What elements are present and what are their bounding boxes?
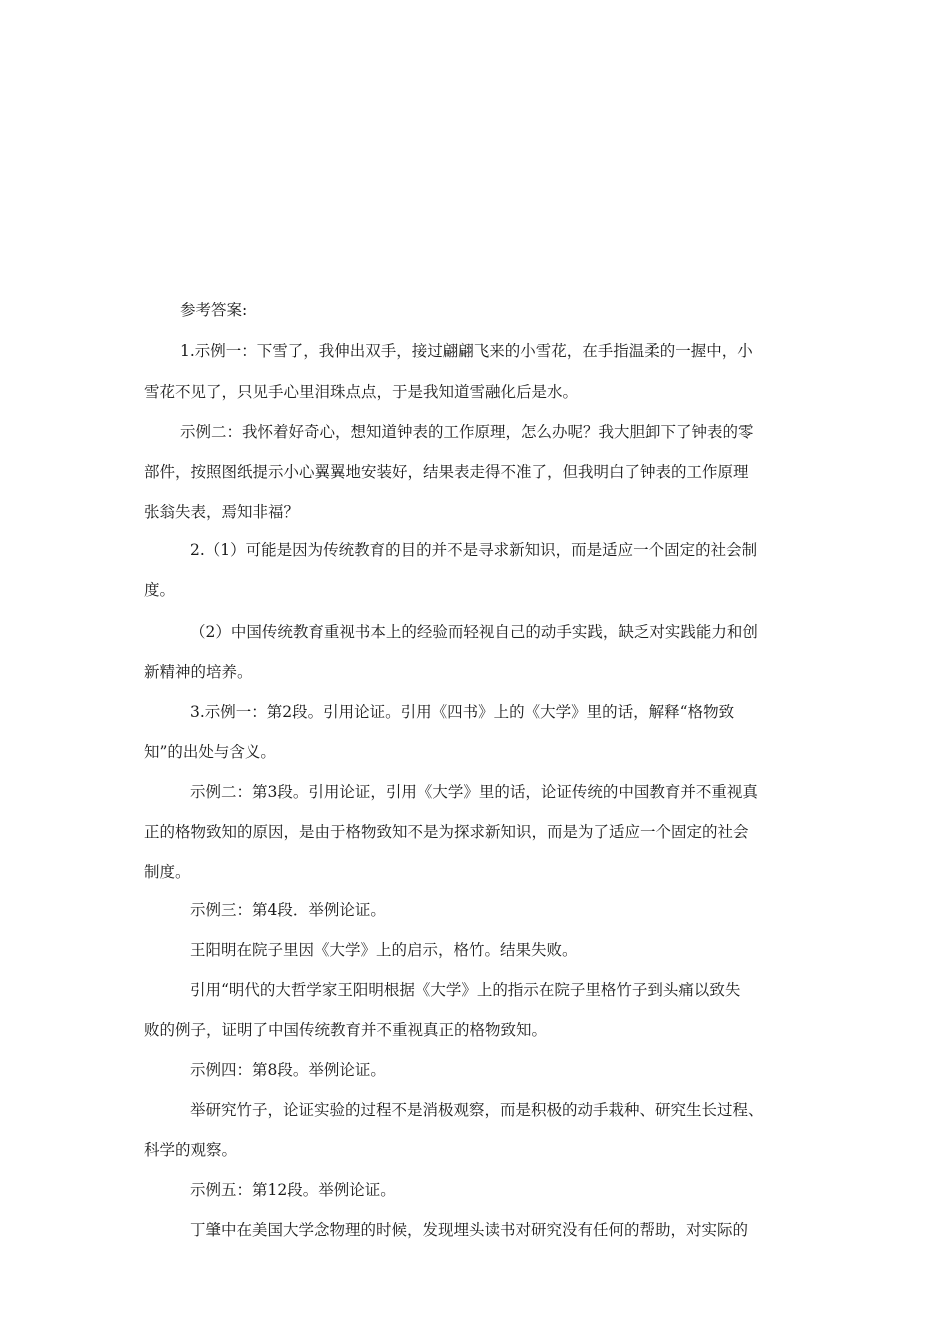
- paragraph-line: 正的格物致知的原因，是由于格物致知不是为探求新知识，而是为了适应一个固定的社会: [144, 823, 749, 841]
- paragraph-line: 雪花不见了，只见手心里泪珠点点，于是我知道雪融化后是水。: [144, 383, 579, 401]
- paragraph-line: （2）中国传统教育重视书本上的经验而轻视自己的动手实践，缺乏对实践能力和创: [190, 623, 758, 641]
- answer-heading: 参考答案:: [180, 301, 248, 319]
- paragraph-line: 张翁失表，焉知非福？: [144, 503, 300, 521]
- paragraph-line: 示例五：第12段。举例论证。: [190, 1181, 396, 1199]
- paragraph-line: 2.（1）可能是因为传统教育的目的并不是寻求新知识，而是适应一个固定的社会制: [190, 541, 758, 559]
- paragraph-line: 示例二：第3段。引用论证，引用《大学》里的话，论证传统的中国教育并不重视真: [190, 783, 758, 801]
- paragraph-line: 举研究竹子，论证实验的过程不是消极观察，而是积极的动手栽种、研究生长过程、: [190, 1101, 764, 1119]
- paragraph-line: 示例四：第8段。举例论证。: [190, 1061, 386, 1079]
- paragraph-line: 部件，按照图纸提示小心翼翼地安装好，结果表走得不准了，但我明白了钟表的工作原理: [144, 463, 749, 481]
- paragraph-line: 科学的观察。: [144, 1141, 238, 1159]
- paragraph-line: 引用“明代的大哲学家王阳明根据《大学》上的指示在院子里格竹子到头痛以致失: [190, 981, 741, 999]
- paragraph-line: 丁肇中在美国大学念物理的时候，发现埋头读书对研究没有任何的帮助，对实际的: [190, 1221, 749, 1239]
- paragraph-line: 败的例子，证明了中国传统教育并不重视真正的格物致知。: [144, 1021, 548, 1039]
- paragraph-line: 知”的出处与含义。: [144, 743, 276, 761]
- paragraph-line: 制度。: [144, 863, 191, 881]
- paragraph-line: 示例二：我怀着好奇心，想知道钟表的工作原理，怎么办呢？我大胆卸下了钟表的零: [180, 423, 754, 441]
- paragraph-line: 度。: [144, 581, 176, 599]
- paragraph-line: 1.示例一：下雪了，我伸出双手，接过翩翩飞来的小雪花，在手指温柔的一握中，小: [180, 342, 753, 360]
- paragraph-line: 王阳明在院子里因《大学》上的启示，格竹。结果失败。: [190, 941, 578, 959]
- paragraph-line: 示例三：第4段．举例论证。: [190, 901, 386, 919]
- paragraph-line: 3.示例一：第2段。引用论证。引用《四书》上的《大学》里的话，解释“格物致: [190, 703, 735, 721]
- paragraph-line: 新精神的培养。: [144, 663, 253, 681]
